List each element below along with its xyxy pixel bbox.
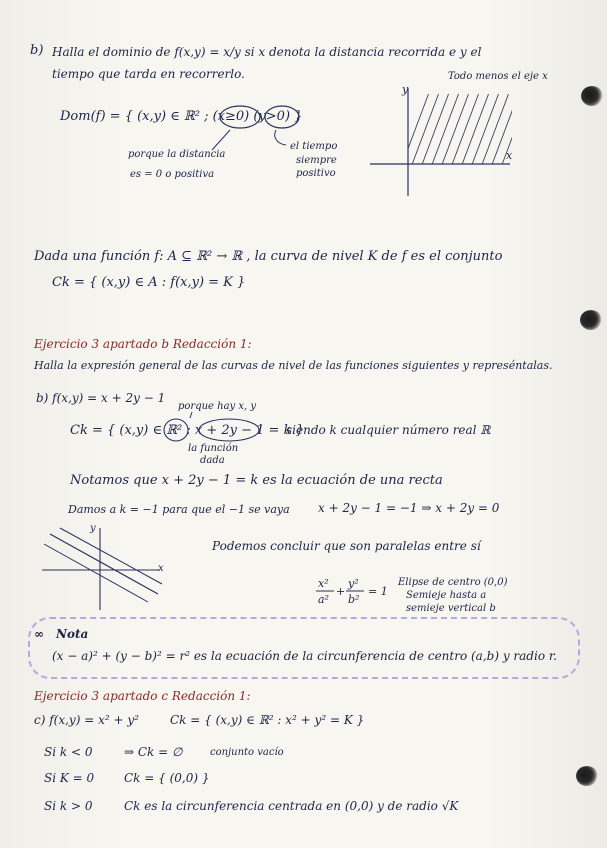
ellipse-num-2: y² — [348, 577, 359, 590]
domain-graph-x-label: x — [506, 149, 513, 162]
part-b1-label: b) — [30, 43, 44, 58]
recta-equation: x + 2y − 1 = −1 ⇒ x + 2y = 0 — [318, 501, 500, 515]
ejercicio-b-ck: Ck = { (x,y) ∈ ℝ² : x + 2y − 1 = k } — [70, 423, 304, 438]
case-2-condition: Si K = 0 — [44, 771, 95, 785]
ellipse-plus: + — [336, 585, 346, 598]
ellipse-den-1: a² — [318, 593, 329, 606]
ejercicio-c-function: c) f(x,y) = x² + y² — [34, 713, 139, 727]
ejercicio-c-ck: Ck = { (x,y) ∈ ℝ² : x² + y² = K } — [170, 713, 365, 727]
definition-line-2: Ck = { (x,y) ∈ A : f(x,y) = K } — [52, 275, 246, 290]
domain-note-right-1: el tiempo — [290, 141, 338, 152]
ejercicio-c-title: Ejercicio 3 apartado c Redacción 1: — [34, 689, 251, 703]
parallel-graph-y-label: y — [90, 523, 96, 534]
ellipse-equals: = 1 — [368, 585, 388, 598]
domain-note-left-2: es = 0 o positiva — [130, 169, 215, 180]
ejercicio-b-statement: Halla la expresión general de las curvas de nivel de las funciones siguientes y represéntalas. — [34, 359, 553, 372]
ellipse-den-2: b² — [348, 593, 360, 606]
ck-annotation-bottom-2: dada — [200, 455, 225, 466]
part-b1-line2: tiempo que tarda en recorrerlo. — [52, 67, 245, 81]
case-1-result: ⇒ Ck = ∅ — [124, 745, 183, 759]
domain-note-right-2: siempre — [296, 155, 337, 166]
domain-graph-y-label: y — [402, 83, 409, 96]
domain-expression: Dom(f) = { (x,y) ∈ ℝ² ; (x≥0) (y>0) } — [60, 109, 303, 124]
nota-icon: ∞ — [34, 627, 44, 641]
notamos-text: Notamos que x + 2y − 1 = k es la ecuación de una recta — [70, 473, 443, 488]
case-2-result: Ck = { (0,0) } — [124, 771, 210, 785]
nota-title: Nota — [56, 627, 89, 641]
ejercicio-b-function: b) f(x,y) = x + 2y − 1 — [36, 391, 166, 405]
case-3-result: Ck es la circunferencia centrada en (0,0) y de radio √K — [124, 799, 459, 813]
conclusion-text: Podemos concluir que son paralelas entre sí — [212, 539, 481, 553]
ellipse-note-3: semieje vertical b — [406, 603, 496, 614]
case-1-condition: Si k < 0 — [44, 745, 93, 759]
domain-note-left-1: porque la distancia — [128, 149, 226, 160]
ck-annotation-bottom-1: la función — [188, 443, 239, 454]
domain-note-right-3: positivo — [296, 168, 336, 179]
nota-text: (x − a)² + (y − b)² = r² es la ecuación de la circunferencia de centro (a,b) y radio r. — [52, 649, 558, 663]
ejercicio-b-title: Ejercicio 3 apartado b Redacción 1: — [34, 337, 252, 351]
case-3-condition: Si k > 0 — [44, 799, 93, 813]
ellipse-num-1: x² — [318, 577, 329, 590]
parallel-graph-x-label: x — [158, 563, 164, 574]
case-1-note: conjunto vacío — [210, 747, 284, 758]
ck-annotation-top: porque hay x, y — [178, 401, 257, 412]
ellipse-note-1: Elipse de centro (0,0) — [398, 577, 508, 588]
nota-highlight-border — [28, 617, 580, 679]
damos-text: Damos a k = −1 para que el −1 se vaya — [68, 503, 290, 516]
part-b1-line1: Halla el dominio de f(x,y) = x/y si x denota la distancia recorrida e y el — [52, 45, 482, 59]
ellipse-note-2: Semieje hasta a — [406, 590, 487, 601]
definition-line-1: Dada una función f: A ⊆ ℝ² → ℝ , la curva de nivel K de f es el conjunto — [34, 249, 503, 264]
graph-note: Todo menos el eje x — [448, 71, 548, 82]
siendo-text: siendo k cualquier número real ℝ — [286, 423, 491, 437]
